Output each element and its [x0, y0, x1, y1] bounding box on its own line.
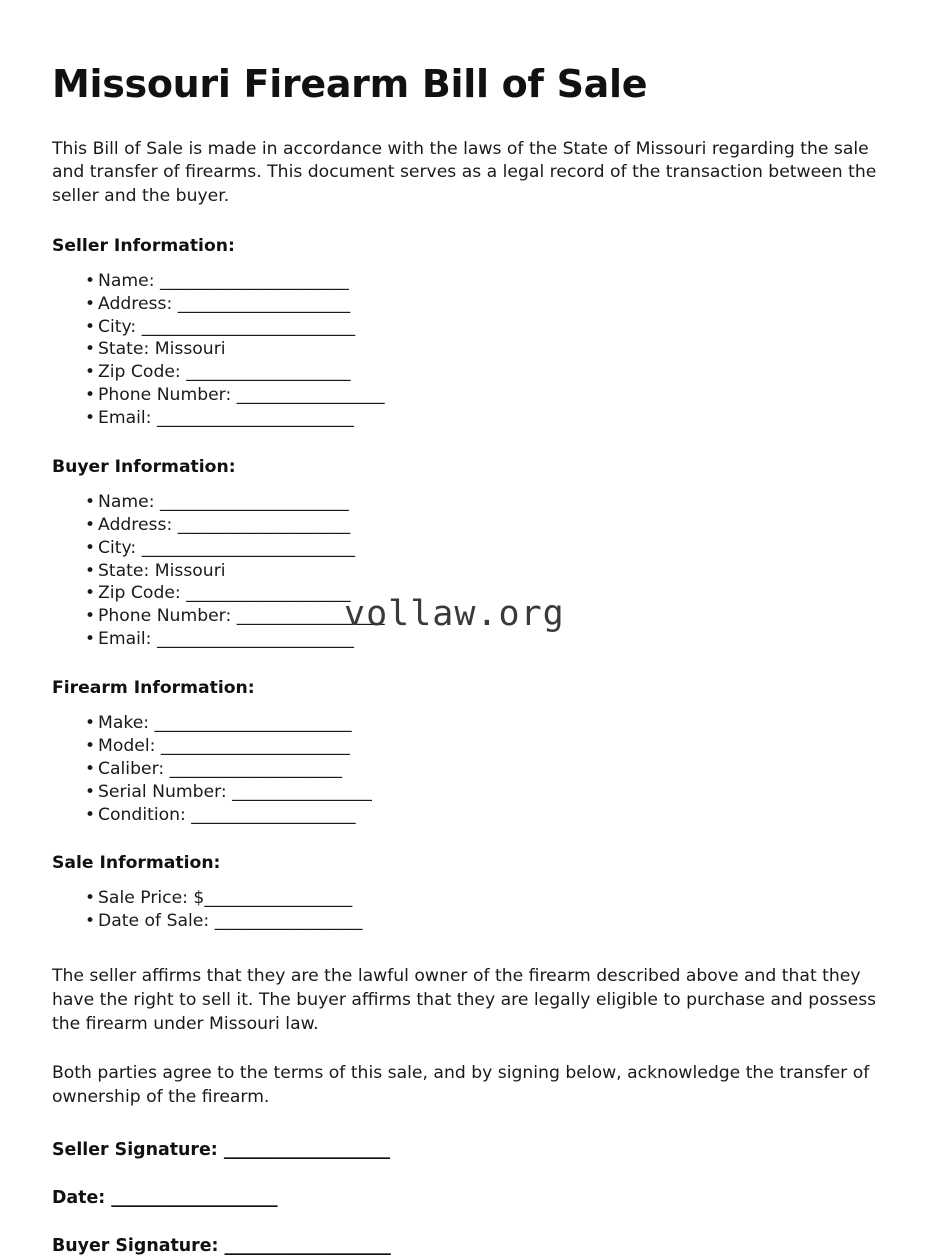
signature-blank[interactable]: ____________________	[111, 1187, 278, 1208]
field-firearm-caliber	[52, 758, 891, 781]
section-heading-seller: Seller Information:	[52, 235, 235, 256]
field-value: Missouri	[154, 339, 226, 360]
field-blank[interactable]: __________________________	[141, 537, 355, 558]
intro-paragraph: This Bill of Sale is made in accordance with the laws of the State of Missouri regarding the sale and transfer of firearms. This document serves as a legal record of the transaction between the seller and the buyer.	[52, 138, 877, 207]
field-seller-email	[52, 407, 891, 430]
field-firearm-condition	[52, 804, 891, 827]
field-label: Name:	[98, 491, 155, 512]
field-buyer-city	[52, 537, 891, 560]
field-blank[interactable]: __________________	[236, 606, 385, 627]
field-label: Serial Number:	[98, 781, 227, 802]
buyer-field-list	[52, 491, 891, 651]
field-seller-city	[52, 316, 891, 339]
field-label: Email:	[98, 629, 152, 650]
seller-signature-line	[52, 1140, 891, 1160]
page-title: Missouri Firearm Bill of Sale	[52, 62, 648, 106]
field-label: Address:	[98, 514, 173, 535]
field-buyer-zip	[52, 582, 891, 605]
section-heading-buyer: Buyer Information:	[52, 456, 236, 477]
seller-date-line	[52, 1188, 891, 1208]
agreement-paragraph: Both parties agree to the terms of this sale, and by signing below, acknowledge the transfer of ownership of the firearm.	[52, 1063, 870, 1108]
field-blank[interactable]: _________________	[232, 781, 372, 802]
field-blank[interactable]: _______________________	[159, 270, 349, 291]
field-date-of-sale	[52, 910, 891, 933]
signature-label: Seller Signature:	[52, 1139, 218, 1160]
field-blank[interactable]: _____________________	[177, 293, 350, 314]
field-label: Email:	[98, 408, 152, 428]
field-seller-state	[52, 338, 891, 361]
field-buyer-address	[52, 514, 891, 537]
field-label: City:	[98, 316, 137, 337]
sale-field-list	[52, 887, 891, 933]
field-label: Condition:	[98, 804, 186, 825]
affirmation-paragraph: The seller affirms that they are the lawful owner of the firearm described above and that they have the right to sell it. The buyer affirms that they are legally eligible to purchase and possess the firearm under Missouri law.	[52, 966, 877, 1034]
field-blank[interactable]: __________________	[214, 911, 363, 932]
signature-blank[interactable]: ____________________	[224, 1235, 391, 1256]
field-blank[interactable]: ____________________	[191, 804, 356, 825]
field-label: State:	[98, 560, 150, 581]
field-blank[interactable]: ____________________	[186, 583, 351, 604]
field-seller-phone	[52, 384, 891, 407]
field-buyer-phone	[52, 605, 891, 628]
section-heading-sale: Sale Information:	[52, 853, 221, 874]
field-seller-name	[52, 270, 891, 293]
field-seller-address	[52, 293, 891, 316]
field-blank[interactable]: _____________________	[177, 514, 350, 535]
field-blank[interactable]: ________________________	[156, 408, 354, 428]
field-label: Caliber:	[98, 758, 165, 779]
field-label: Zip Code:	[98, 362, 181, 383]
field-blank[interactable]: _______________________	[160, 735, 350, 756]
section-heading-firearm: Firearm Information:	[52, 678, 255, 698]
field-label: Phone Number:	[98, 385, 232, 406]
field-value: Missouri	[154, 560, 226, 581]
field-label: Name:	[98, 270, 155, 291]
field-buyer-name	[52, 491, 891, 514]
field-firearm-model	[52, 735, 891, 758]
field-firearm-make	[52, 712, 891, 735]
field-blank[interactable]: __________________	[236, 385, 385, 406]
field-blank[interactable]: ________________________	[154, 713, 352, 733]
signature-label: Date:	[52, 1187, 106, 1208]
field-blank[interactable]: _____________________	[169, 758, 342, 779]
field-label: Model:	[98, 735, 156, 756]
buyer-signature-line	[52, 1236, 891, 1256]
signature-block	[52, 1140, 891, 1256]
site-watermark: vollaw.org	[344, 594, 565, 634]
field-sale-price	[52, 887, 891, 910]
signature-blank[interactable]: ____________________	[223, 1139, 390, 1160]
signature-label: Buyer Signature:	[52, 1235, 219, 1256]
seller-field-list	[52, 270, 891, 430]
field-label: Phone Number:	[98, 606, 232, 627]
field-blank[interactable]: _______________________	[159, 491, 349, 512]
field-seller-zip	[52, 361, 891, 384]
field-firearm-serial-number	[52, 781, 891, 804]
field-blank[interactable]: __________________________	[141, 316, 355, 337]
field-label: State:	[98, 339, 150, 360]
field-label: Zip Code:	[98, 583, 181, 604]
field-blank[interactable]: ________________________	[156, 629, 354, 650]
field-label: Sale Price: $	[98, 888, 205, 909]
field-buyer-email	[52, 628, 891, 651]
field-buyer-state	[52, 560, 891, 583]
field-blank[interactable]: ____________________	[186, 362, 351, 383]
field-label: City:	[98, 537, 137, 558]
firearm-field-list	[52, 712, 891, 826]
field-label: Date of Sale:	[98, 911, 210, 932]
field-label: Address:	[98, 293, 173, 314]
field-blank[interactable]: __________________	[204, 888, 352, 909]
field-label: Make:	[98, 713, 150, 733]
